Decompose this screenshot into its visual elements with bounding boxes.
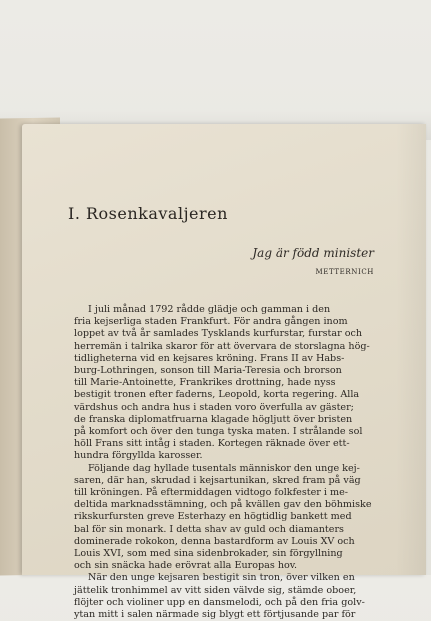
text-line: rikskurfursten greve Esterhazy en högtidlig bankett med — [74, 511, 352, 523]
text-line: tidligheterna vid en kejsares kröning. Frans II av Habs- — [74, 352, 345, 364]
text-line: jättelik tronhimmel av vitt siden välvde sig, stämde oboer, — [74, 584, 357, 596]
text-line: höll Frans sitt intåg i staden. Kortegen räknade över ett- — [74, 438, 350, 450]
text-line: herremän i talrika skaror för att övervara de storslagna hög- — [74, 340, 370, 352]
epigraph-author: METTERNICH — [315, 268, 374, 276]
text-line: och sin snäcka hade erövrat alla Europas hov. — [74, 560, 298, 572]
text-line: När den unge kejsaren bestigit sin tron, över vilken en — [88, 572, 355, 584]
text-line: saren, där han, skrudad i kejsartunikan, skred fram på väg — [74, 474, 361, 486]
epigraph-quote: Jag är född minister — [252, 246, 374, 260]
paragraph — [74, 572, 372, 621]
text-line: till Marie-Antoinette, Frankrikes drottning, hade nyss — [74, 377, 336, 389]
page-shading — [396, 124, 426, 575]
text-line: på komfort och över den tunga tyska maten. I strålande sol — [74, 426, 363, 438]
text-line: värdshus och andra hus i staden voro överfulla av gäster; — [74, 401, 354, 413]
text-line: deltida marknadsstämning, och på kvällen gav den böhmiske — [74, 499, 372, 511]
book-page — [22, 124, 426, 621]
text-line: ytan mitt i salen närmade sig blygt ett förtjusande par för — [74, 609, 356, 621]
text-line: de franska diplomatfruarna klagade högljutt över bristen — [74, 413, 353, 425]
text-line: Louis XVI, som med sina sidenbrokader, sin förgyllning — [74, 548, 343, 560]
text-line: loppet av två år samlades Tysklands kurfurstar, furstar och — [74, 328, 363, 340]
text-line: Följande dag hyllade tusentals människor den unge kej- — [88, 462, 360, 474]
text-line: bal för sin monark. I detta shav av guld och diamanters — [74, 523, 344, 535]
text-line: flöjter och violiner upp en dansmelodi, och på den fria golv- — [74, 596, 365, 608]
text-line: I juli månad 1792 rådde glädje och gamman i den — [88, 304, 331, 315]
text-line: bestigit tronen efter faderns, Leopold, korta regering. Alla — [74, 389, 360, 401]
chapter-body-text — [74, 304, 372, 621]
text-line: hundra förgyllda karosser. — [74, 450, 203, 462]
text-line: till kröningen. På eftermiddagen vidtogo folkfester i me- — [74, 487, 349, 499]
paragraph — [74, 463, 372, 573]
text-line: fria kejserliga staden Frankfurt. För andra gången inom — [74, 316, 348, 328]
paragraph — [74, 304, 372, 463]
chapter-title: I. Rosenkavaljeren — [68, 204, 228, 223]
text-line: burg-Lothringen, sonson till Maria-Teresia och brorson — [74, 365, 342, 377]
text-line: dominerade rokokon, denna bastardform av Louis XV och — [74, 535, 355, 547]
